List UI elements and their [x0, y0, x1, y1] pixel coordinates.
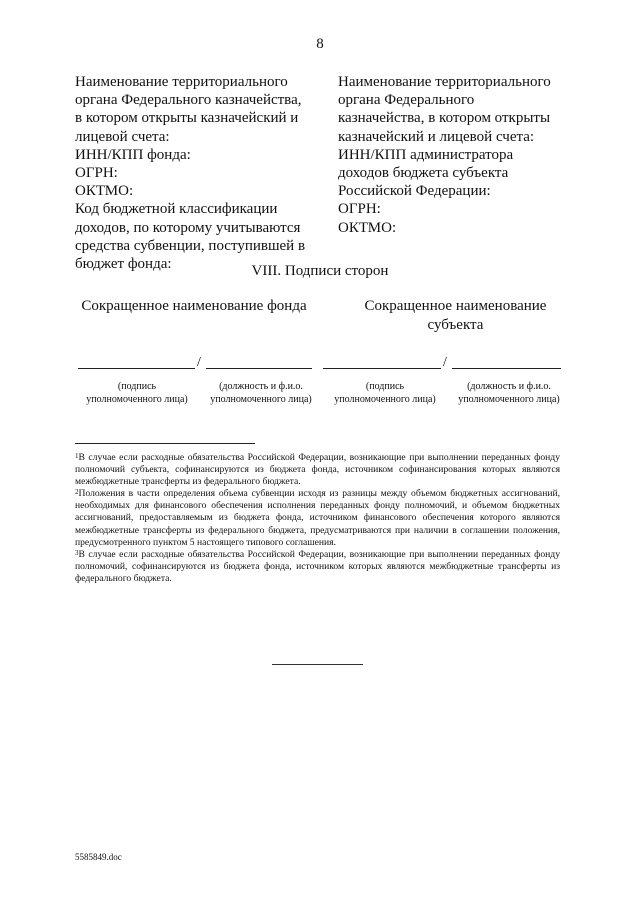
party-name-subject: Сокращенное наименование субъекта: [364, 298, 547, 333]
caption-signature-fund: [78, 380, 196, 406]
footnote-text: В случае если расходные обязательства Российской Федерации, возникающие при выполнении переданных фонду полномочий, софинансируются из бюджета фонда, источником которых являются межбюджетные трансферты из федерального бюджета.: [75, 548, 560, 584]
footnote-mark: 3: [75, 548, 79, 557]
requisite-line: средства субвенции, поступившей в: [75, 237, 306, 254]
requisite-line: доходов бюджета субъекта: [338, 165, 509, 182]
requisite-line: казначейства, в котором открыты: [338, 110, 551, 127]
footnote: [75, 549, 560, 585]
caption-line: уполномоченного лица): [210, 394, 312, 405]
requisite-line: ИНН/КПП администратора: [338, 146, 514, 163]
requisite-line: органа Федерального: [338, 92, 475, 109]
requisite-line: органа Федерального казначейства,: [75, 92, 302, 109]
footnote-divider: [75, 443, 255, 444]
footnote: [75, 452, 560, 488]
requisite-line: ОГРН:: [75, 165, 118, 182]
footnote: [75, 488, 560, 548]
signature-underline: [78, 368, 195, 369]
requisite-line: Российской Федерации:: [338, 183, 491, 200]
name-underline: [452, 368, 561, 369]
subject-requisites: [338, 73, 578, 237]
requisite-line: казначейский и лицевой счета:: [338, 128, 535, 145]
requisite-line: бюджет фонда:: [75, 256, 172, 273]
requisite-line: ОКТМО:: [75, 183, 134, 200]
requisite-line: Код бюджетной классификации: [75, 201, 278, 218]
end-divider: [272, 664, 363, 665]
party-name-fund: Сокращенное наименование фонда: [81, 298, 307, 314]
caption-position-fund: [202, 380, 320, 406]
footnote-mark: 2: [75, 488, 79, 497]
signature-slash: /: [443, 355, 447, 370]
requisite-line: Наименование территориального: [338, 74, 551, 90]
requisite-line: в котором открыты казначейский и: [75, 110, 299, 127]
requisite-line: лицевой счета:: [75, 128, 170, 145]
caption-line: уполномоченного лица): [334, 394, 436, 405]
name-underline: [206, 368, 312, 369]
footnote-text: Положения в части определения объема субвенции исходя из разницы между объемом бюджетных ассигнований, необходимых для финансового обеспечения исполнения переданных фонду полномочий, и объемом бюджетных ассигнований, предоставляемым из бюджета фонда, источником финансового обеспечения которого являются межбюджетные трансферты из федерального бюджета, предусматриваются при наличии в соглашении положения, предусмотренного пунктом 5 настоящего типового соглашения.: [75, 488, 560, 548]
caption-line: уполномоченного лица): [458, 394, 560, 405]
signature-slash: /: [197, 355, 201, 370]
requisite-line: Наименование территориального: [75, 74, 288, 90]
fund-requisites: [75, 73, 325, 273]
signature-line-subject: [323, 354, 561, 370]
requisite-line: ОГРН:: [338, 201, 381, 218]
page-number: 8: [316, 36, 324, 52]
caption-line: (подпись: [117, 381, 157, 392]
caption-line: (подпись: [365, 381, 405, 392]
requisite-line: ИНН/КПП фонда:: [75, 146, 191, 163]
caption-signature-subject: [326, 380, 444, 406]
footnote-text: В случае если расходные обязательства Российской Федерации, возникающие при выполнении переданных фонду полномочий субъекта, софинансируются из бюджета фонда, источником софинансирования которых являются межбюджетные трансферты из федерального бюджета.: [75, 452, 560, 488]
caption-position-subject: [450, 380, 568, 406]
caption-line: уполномоченного лица): [86, 394, 188, 405]
caption-line: (должность и ф.и.о.: [467, 381, 551, 392]
signature-line-fund: [78, 354, 312, 370]
footnotes: [75, 452, 560, 585]
footnote-mark: 1: [75, 452, 79, 460]
requisite-line: ОКТМО:: [338, 219, 397, 236]
document-filename: 5585849.doc: [75, 852, 122, 862]
caption-line: (должность и ф.и.о.: [219, 381, 303, 392]
section-title: VIII. Подписи сторон: [251, 263, 389, 279]
requisite-line: доходов, по которому учитываются: [75, 219, 301, 236]
signature-underline: [323, 368, 441, 369]
